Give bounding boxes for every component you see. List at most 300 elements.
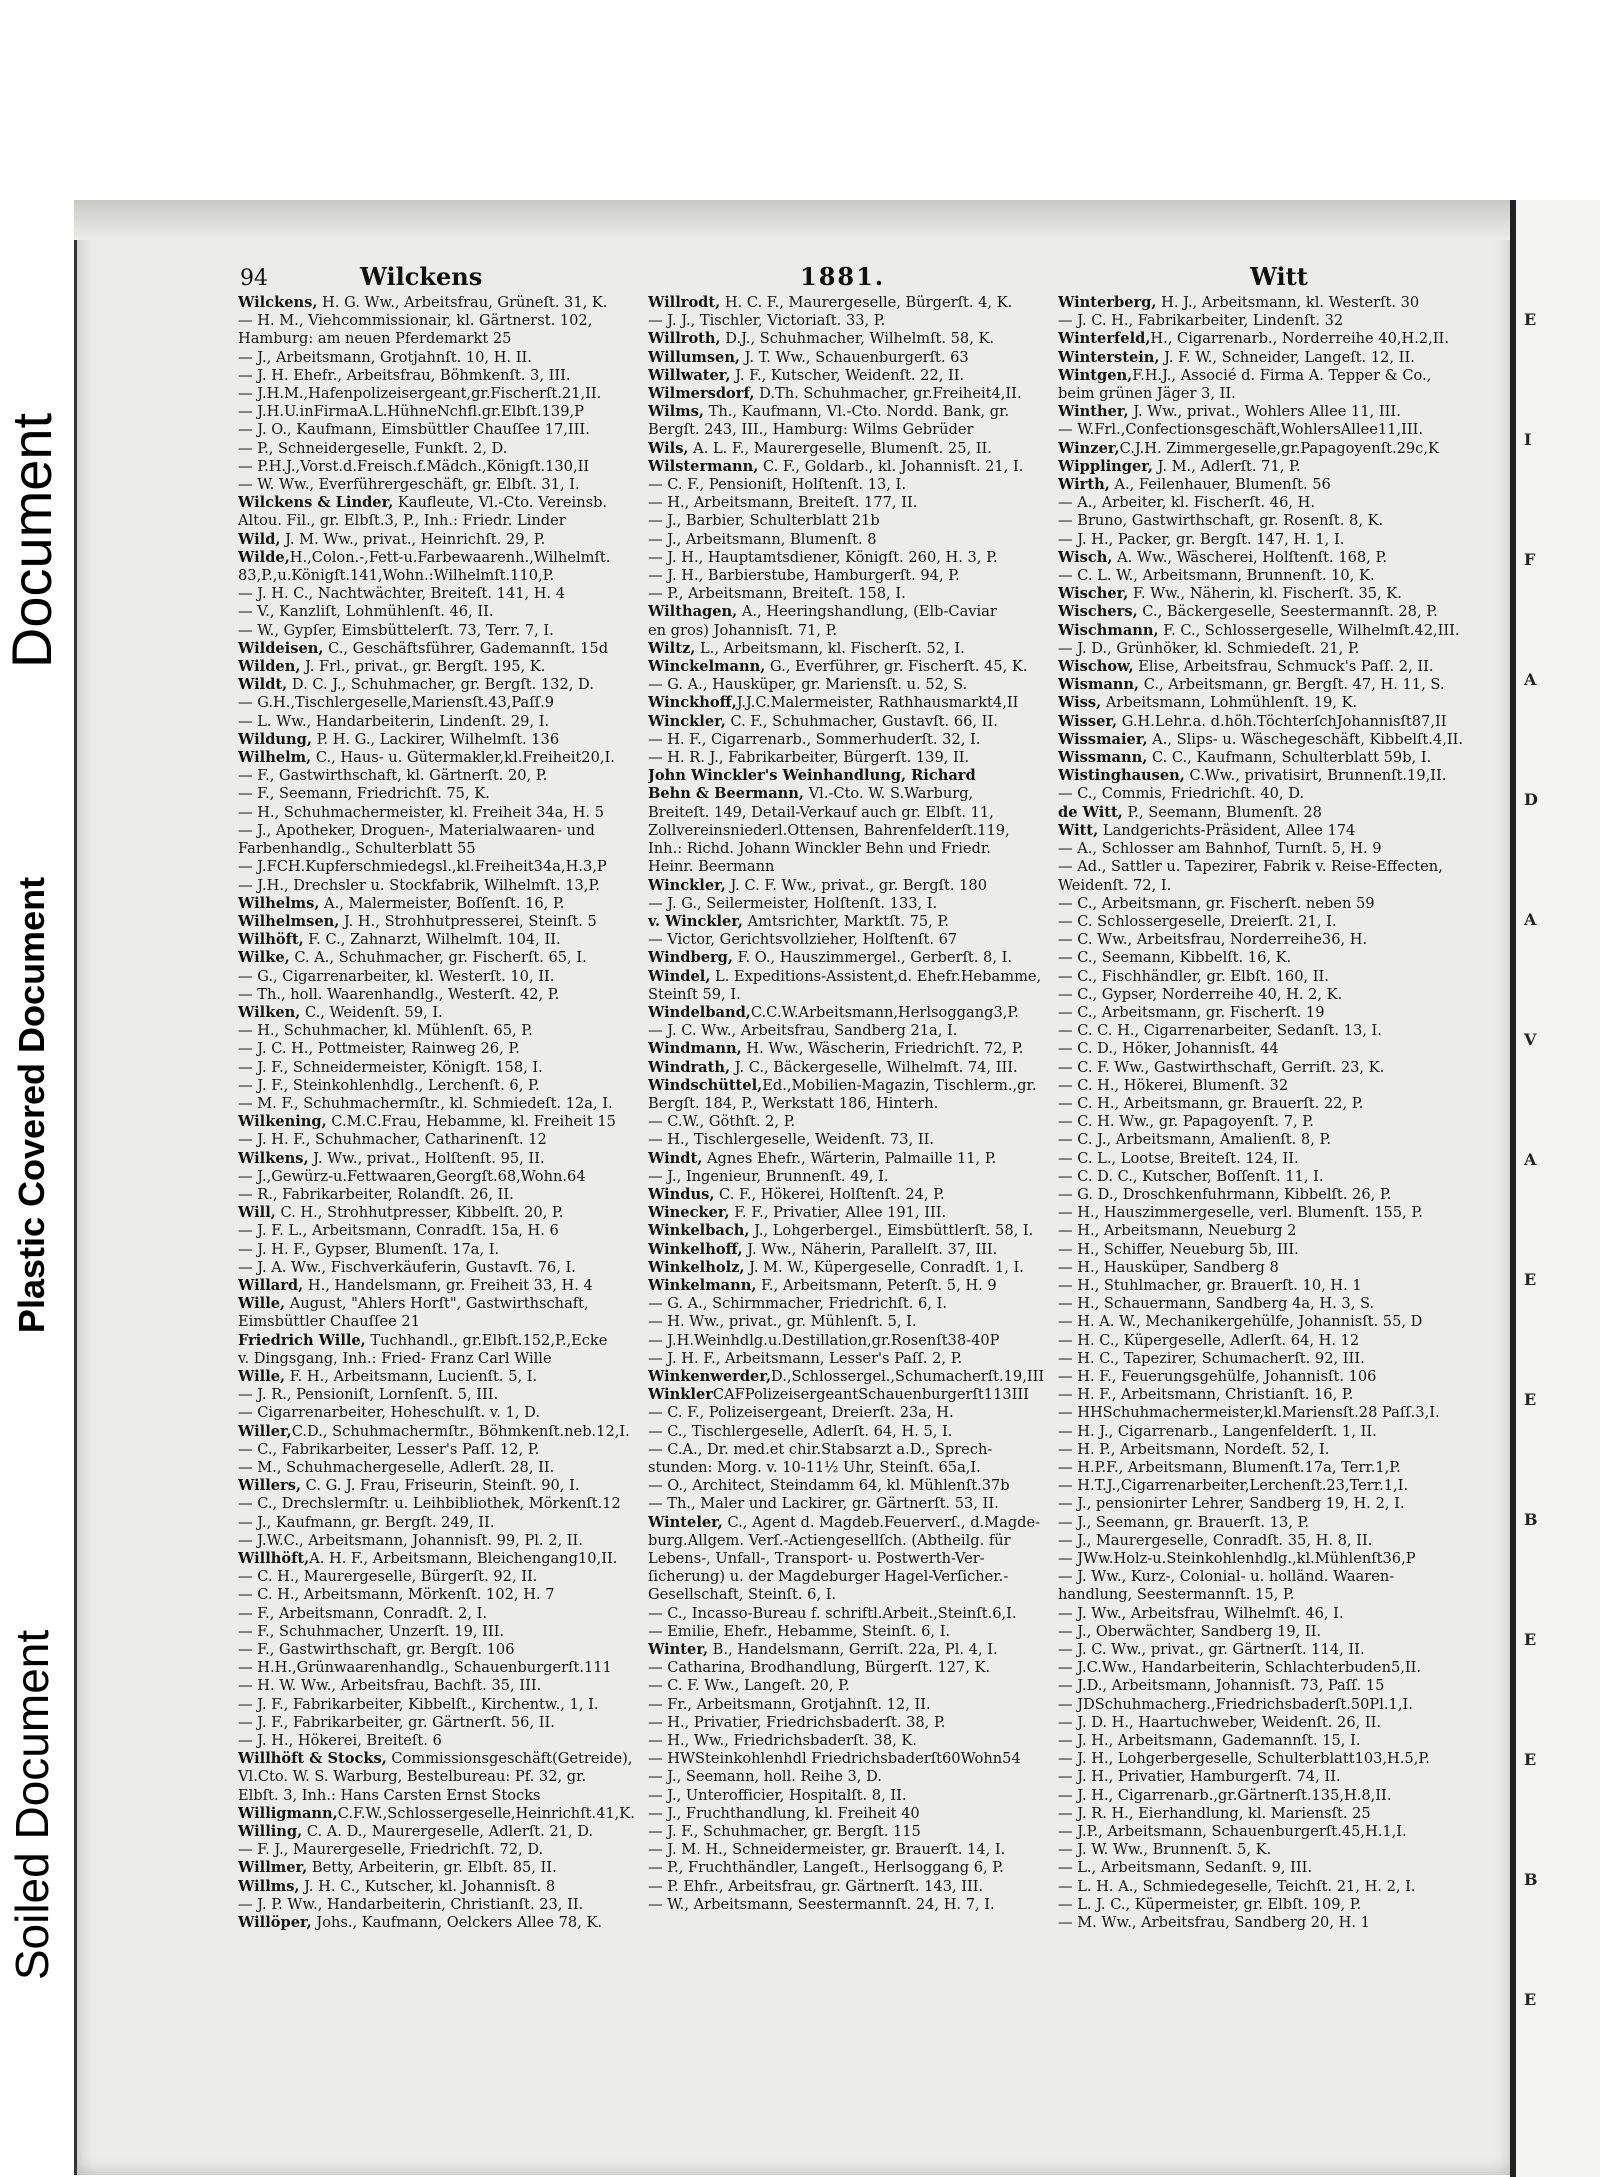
directory-entry: [648, 1095, 1054, 1113]
entry-details: — J. C. Ww., privat., gr. Gärtnerſt. 114, II.: [1058, 1641, 1365, 1659]
entry-details: Johs., Kaufmann, Oelckers Allee 78, K.: [311, 1914, 603, 1932]
directory-entry: [1058, 1841, 1470, 1859]
entry-surname: Winckler,: [648, 876, 726, 894]
directory-entry: [648, 1514, 1054, 1532]
directory-entry: [238, 767, 638, 785]
directory-entry: [648, 1878, 1054, 1896]
entry-details: Ed.,Mobilien-Magazin, Tischlerm.,gr.: [762, 1076, 1037, 1094]
entry-details: — Victor, Gerichtsvollzieher, Holſtenſt. 67: [648, 931, 958, 949]
entry-details: — J.C.Ww., Handarbeiterin, Schlachterbuden5,II.: [1058, 1659, 1422, 1677]
entry-details: — J. F., Schneidermeister, Königſt. 158, I.: [238, 1058, 543, 1076]
directory-entry: [238, 676, 638, 694]
entry-surname: Willing,: [238, 1823, 303, 1841]
directory-entry: [1058, 1095, 1470, 1113]
entry-details: — J. H., Privatier, Hamburgerſt. 74, II.: [1058, 1768, 1341, 1786]
directory-entry: [238, 640, 638, 658]
entry-details: Gesellschaft, Steinſt. 6, I.: [648, 1586, 837, 1604]
directory-column-1: [238, 294, 638, 2154]
directory-entry: [238, 1896, 638, 1914]
entry-details: J. C., Bäckergeselle, Wilhelmſt. 74, III.: [730, 1058, 1018, 1076]
directory-entry: [648, 1241, 1054, 1259]
entry-details: P., Seemann, Blumenſt. 28: [1122, 803, 1322, 821]
directory-entry: [1058, 1332, 1470, 1350]
directory-entry: [648, 1277, 1054, 1295]
entry-details: — G., Cigarrenarbeiter, kl. Westerſt. 10, II.: [238, 967, 555, 985]
entry-details: — A., Schlosser am Bahnhof, Turnſt. 5, H. 9: [1058, 840, 1382, 858]
entry-details: J. M. Ww., privat., Heinrichſt. 29, P.: [280, 530, 546, 548]
directory-entry: [1058, 1550, 1470, 1568]
directory-entry: [648, 1841, 1054, 1859]
entry-details: — C. D., Höker, Johannisſt. 44: [1058, 1040, 1279, 1058]
directory-entry: [1058, 913, 1470, 931]
entry-details: D.Th. Schuhmacher, gr.Freiheit4,II.: [754, 385, 1022, 403]
directory-entry: [238, 822, 638, 840]
entry-details: J. C. F. Ww., privat., gr. Bergſt. 180: [725, 876, 987, 894]
directory-entry: [1058, 1859, 1470, 1877]
adjacent-page-fragment: A: [1524, 670, 1537, 689]
entry-surname: Wisch,: [1058, 548, 1113, 566]
entry-details: — F., Seemann, Friedrichſt. 75, K.: [238, 785, 490, 803]
directory-entry: [238, 840, 638, 858]
entry-details: — H. R. J., Fabrikarbeiter, Bürgerſt. 139, II.: [648, 749, 970, 767]
directory-entry: [238, 549, 638, 567]
directory-entry: [648, 1714, 1054, 1732]
directory-entry: [238, 531, 638, 549]
entry-details: Elise, Arbeitsfrau, Schmuck's Paſſ. 2, II.: [1133, 658, 1434, 676]
entry-surname: Willrodt,: [648, 294, 721, 311]
entry-details: — H. C., Küpergeselle, Adlerſt. 64, H. 12: [1058, 1331, 1360, 1349]
entry-surname: Wildeisen,: [238, 639, 324, 657]
entry-details: — C., Fabrikarbeiter, Lesser's Paſſ. 12, P.: [238, 1440, 540, 1458]
entry-surname: Wistinghausen,: [1058, 767, 1185, 785]
directory-entry: [1058, 1295, 1470, 1313]
directory-entry: [648, 1222, 1054, 1240]
entry-details: H. C. F., Maurergeselle, Bürgerſt. 4, K.: [720, 294, 1013, 311]
entry-details: Th., Kaufmann, Vl.-Cto. Nordd. Bank, gr.: [703, 403, 1010, 421]
entry-details: — H.P.F., Arbeitsmann, Blumenſt.17a, Terr.1,P.: [1058, 1459, 1401, 1476]
adjacent-page-fragment: E: [1524, 310, 1537, 329]
entry-details: J. M. W., Küpergeselle, Conradſt. 1, I.: [744, 1258, 1024, 1276]
entry-details: — H., Arbeitsmann, Neueburg 2: [1058, 1222, 1297, 1240]
directory-column-3: [1058, 294, 1470, 2154]
directory-entry: [1058, 1514, 1470, 1532]
directory-entry: [648, 840, 1054, 858]
entry-details: v. Dingsgang, Inh.: Fried- Franz Carl Wille: [238, 1349, 552, 1367]
directory-entry: [238, 312, 638, 330]
entry-details: C., Weidenſt. 59, I.: [300, 1003, 443, 1021]
directory-entry: [648, 1677, 1054, 1695]
entry-details: — Emilie, Ehefr., Hebamme, Steinſt. 6, I.: [648, 1622, 951, 1640]
directory-entry: [648, 931, 1054, 949]
entry-details: H.,Colon.-,Fett-u.Farbewaarenh.,Wilhelmſt.: [289, 548, 611, 566]
directory-entry: [1058, 622, 1470, 640]
directory-entry: [648, 294, 1054, 312]
directory-entry: [648, 694, 1054, 712]
entry-surname: Willard,: [238, 1276, 304, 1294]
entry-details: — P., Fruchthändler, Langeſt., Herlsoggang 6, P.: [648, 1859, 1004, 1877]
directory-entry: [648, 385, 1054, 403]
directory-entry: [1058, 1131, 1470, 1149]
directory-entry: [238, 1423, 638, 1441]
entry-details: — H. A. W., Mechanikergehülfe, Johannisſt. 55, D: [1058, 1313, 1423, 1331]
directory-entry: [238, 895, 638, 913]
entry-details: G., Everführer, gr. Fischerſt. 45, K.: [765, 658, 1028, 676]
directory-entry: [648, 1477, 1054, 1495]
directory-entry: [238, 494, 638, 512]
entry-details: — Bruno, Gastwirthschaft, gr. Rosenſt. 8, K.: [1058, 512, 1384, 530]
directory-entry: [648, 767, 1054, 785]
entry-details: Heinr. Beermann: [648, 858, 775, 876]
directory-entry: [1058, 1022, 1470, 1040]
entry-details: — H. F., Feuerungsgehülfe, Johannisſt. 106: [1058, 1367, 1377, 1385]
entry-details: F. C., Schlossergeselle, Wilhelmſt.42,III.: [1158, 621, 1460, 639]
entry-details: — HHSchuhmachermeister,kl.Mariensſt.28 Paſſ.3,I.: [1058, 1404, 1440, 1422]
entry-details: en gros) Johannisſt. 71, P.: [648, 621, 838, 639]
entry-details: C. F., Schuhmacher, Gustavſt. 66, II.: [725, 712, 998, 730]
entry-details: — J. H., Barbierstube, Hamburgerſt. 94, P.: [648, 567, 960, 585]
entry-details: A., Feilenhauer, Blumenſt. 56: [1109, 476, 1331, 494]
entry-details: F.H.J., Associé d. Firma A. Tepper & Co.,: [1132, 366, 1432, 384]
entry-details: — H., Schuhmacher, kl. Mühlenſt. 65, P.: [238, 1022, 533, 1040]
entry-details: — P. Ehfr., Arbeitsfrau, gr. Gärtnerſt. 143, III.: [648, 1877, 984, 1895]
entry-details: — Catharina, Brodhandlung, Bürgerſt. 127, K.: [648, 1659, 991, 1677]
directory-entry: [648, 1696, 1054, 1714]
entry-details: — C. Ww., Arbeitsfrau, Norderreihe36, H.: [1058, 931, 1368, 949]
directory-entry: [648, 1186, 1054, 1204]
entry-details: — JDSchuhmacherg.,Friedrichsbaderſt.50Pl.1,I.: [1058, 1695, 1413, 1713]
directory-entry: [648, 1350, 1054, 1368]
entry-surname: Wils,: [648, 439, 689, 457]
entry-details: — J. H., Packer, gr. Bergſt. 147, H. 1, I.: [1058, 530, 1345, 548]
adjacent-page-fragment: B: [1524, 1870, 1538, 1889]
directory-entry: [238, 1859, 638, 1877]
entry-details: J. H., Strohhutpresserei, Steinſt. 5: [339, 912, 597, 930]
entry-surname: Windrath,: [648, 1058, 731, 1076]
directory-entry: [1058, 603, 1470, 621]
entry-details: — J., Arbeitsmann, Blumenſt. 8: [648, 530, 877, 548]
entry-surname: Wilthagen,: [648, 603, 738, 621]
entry-surname: Will,: [238, 1204, 276, 1222]
directory-entry: [648, 1295, 1054, 1313]
directory-entry: [238, 1677, 638, 1695]
entry-surname: Wille,: [238, 1295, 286, 1313]
entry-surname: Willumsen,: [648, 348, 741, 366]
directory-entry: [238, 1313, 638, 1331]
entry-details: F. O., Hauszimmergel., Gerberſt. 8, I.: [732, 949, 1013, 967]
directory-entry: [648, 622, 1054, 640]
directory-entry: [648, 1859, 1054, 1877]
entry-details: — G. A., Hausküper, gr. Mariensſt. u. 52, S.: [648, 676, 968, 694]
entry-surname: Wissmaier,: [1058, 730, 1148, 748]
directory-entry: [648, 1040, 1054, 1058]
directory-entry: [238, 440, 638, 458]
directory-entry: [648, 1131, 1054, 1149]
directory-entry: [238, 949, 638, 967]
directory-entry: [238, 1568, 638, 1586]
entry-details: — J.D., Arbeitsmann, Johannisſt. 73, Paſſ. 15: [1058, 1677, 1385, 1695]
entry-details: Tuchhandl., gr.Elbſt.152,P.,Ecke: [365, 1331, 608, 1349]
directory-entry: [648, 949, 1054, 967]
entry-details: — G.H.,Tischlergeselle,Mariensſt.43,Paſſ.9: [238, 694, 554, 712]
entry-surname: Winkelmann,: [648, 1276, 757, 1294]
entry-details: — Th., Maler und Lackirer, gr. Gärtnerſt. 53, II.: [648, 1495, 999, 1513]
entry-details: — J.W.C., Arbeitsmann, Johannisſt. 99, Pl. 2, II.: [238, 1531, 583, 1549]
directory-entry: [648, 749, 1054, 767]
directory-entry: [238, 1823, 638, 1841]
entry-details: — P., Arbeitsmann, Breiteſt. 158, I.: [648, 585, 906, 603]
directory-entry: [1058, 1568, 1470, 1586]
directory-entry: [1058, 877, 1470, 895]
entry-details: — J. H. Ehefr., Arbeitsfrau, Böhmkenſt. 3, III.: [238, 366, 571, 384]
entry-surname: Wilke,: [238, 949, 290, 967]
directory-entry: [238, 512, 638, 530]
entry-details: — L. J. C., Küpermeister, gr. Elbſt. 109, P.: [1058, 1895, 1362, 1913]
directory-entry: [238, 1404, 638, 1422]
directory-entry: [1058, 367, 1470, 385]
directory-entry: [648, 1768, 1054, 1786]
directory-entry: [238, 785, 638, 803]
entry-details: — H., Hauszimmergeselle, verl. Blumenſt. 155, P.: [1058, 1204, 1423, 1222]
entry-surname: Wiss,: [1058, 694, 1102, 712]
entry-details: — J. G., Seilermeister, Holſtenſt. 133, I.: [648, 894, 938, 912]
entry-details: burg.Allgem. Verſ.-Actiengesellſch. (Abtheilg. für: [648, 1531, 1011, 1549]
directory-entry: [1058, 1259, 1470, 1277]
entry-details: C.J.H. Zimmergeselle,gr.Papagoyenſt.29c,K: [1119, 439, 1439, 457]
directory-entry: [1058, 931, 1470, 949]
entry-details: stunden: Morg. v. 10-11½ Uhr, Steinſt. 65a,I.: [648, 1459, 981, 1476]
entry-details: — Ad., Sattler u. Tapezirer, Fabrik v. Reise-Effecten,: [1058, 858, 1443, 876]
entry-surname: Wilkens,: [238, 1149, 309, 1167]
entry-details: J. Ww., privat., Wohlers Allee 11, III.: [1128, 403, 1401, 421]
entry-details: — J.FCH.Kupferschmiedegsl.,kl.Freiheit34a,H.3,P: [238, 858, 607, 876]
directory-entry: [238, 330, 638, 348]
entry-details: — J. H. F., Arbeitsmann, Lesser's Paſſ. 2, P.: [648, 1349, 963, 1367]
entry-details: beim grünen Jäger 3, II.: [1058, 385, 1236, 403]
directory-entry: [648, 1823, 1054, 1841]
entry-details: — J. M. H., Schneidermeister, gr. Brauerſt. 14, I.: [648, 1841, 1006, 1859]
directory-entry: [238, 1059, 638, 1077]
entry-details: — F., Gastwirthschaft, gr. Bergſt. 106: [238, 1641, 515, 1659]
entry-details: — J.H., Drechsler u. Stockfabrik, Wilhelmſt. 13,P.: [238, 876, 600, 894]
directory-entry: [238, 1441, 638, 1459]
directory-entry: [238, 349, 638, 367]
entry-surname: Wischmann,: [1058, 621, 1159, 639]
directory-entry: [1058, 640, 1470, 658]
directory-entry: [238, 1095, 638, 1113]
entry-details: D.J., Schuhmacher, Wilhelmſt. 58, K.: [720, 330, 995, 348]
directory-entry: [648, 567, 1054, 585]
directory-entry: [648, 895, 1054, 913]
directory-entry: [1058, 1659, 1470, 1677]
directory-entry: [648, 1459, 1054, 1477]
entry-details: — G. D., Droschkenfuhrmann, Kibbelſt. 26, P.: [1058, 1185, 1392, 1203]
entry-details: — C.A., Dr. med.et chir.Stabsarzt a.D., Sprech-: [648, 1440, 993, 1458]
entry-details: — H., Schauermann, Sandberg 4a, H. 3, S.: [1058, 1295, 1375, 1313]
entry-details: — L. H. A., Schmiedegeselle, Teichſt. 21, H. 2, I.: [1058, 1877, 1416, 1895]
entry-details: — C. F. Ww., Langeſt. 20, P.: [648, 1677, 850, 1695]
directory-entry: [648, 1550, 1054, 1568]
entry-details: — H., Hausküper, Sandberg 8: [1058, 1258, 1279, 1276]
entry-details: J. H. C., Kutscher, kl. Johannisſt. 8: [299, 1877, 556, 1895]
entry-details: — C. H., Maurergeselle, Bürgerſt. 92, II.: [238, 1568, 538, 1586]
directory-entry: [648, 731, 1054, 749]
entry-details: Amtsrichter, Marktſt. 75, P.: [743, 912, 949, 930]
directory-entry: [648, 349, 1054, 367]
directory-entry: [238, 476, 638, 494]
directory-entry: [648, 877, 1054, 895]
entry-details: — J., Fruchthandlung, kl. Freiheit 40: [648, 1804, 920, 1822]
directory-entry: [1058, 403, 1470, 421]
entry-surname: v. Winckler,: [648, 912, 743, 930]
entry-surname: Wischers,: [1058, 603, 1138, 621]
directory-entry: [1058, 1040, 1470, 1058]
entry-details: — J. C. H., Pottmeister, Rainweg 26, P.: [238, 1040, 520, 1058]
entry-details: — J. D., Grünhöker, kl. Schmiedeſt. 21, P.: [1058, 639, 1360, 657]
entry-details: — J. H., Lohgerbergeselle, Schulterblatt103,H.5,P.: [1058, 1750, 1430, 1768]
directory-entry: [238, 1805, 638, 1823]
adjacent-page-fragment: D: [1524, 790, 1538, 809]
directory-entry: [238, 385, 638, 403]
entry-details: L., Arbeitsmann, kl. Fischerſt. 52, I.: [695, 639, 965, 657]
directory-entry: [1058, 294, 1470, 312]
entry-details: C.C.W.Arbeitsmann,Herlsoggang3,P.: [750, 1003, 1019, 1021]
directory-entry: [648, 549, 1054, 567]
side-tab-soiled: [4, 1500, 60, 2110]
directory-entry: [238, 1459, 638, 1477]
directory-entry: [1058, 1313, 1470, 1331]
entry-surname: Wilmersdorf,: [648, 385, 755, 403]
entry-details: C., Geschäftsführer, Gademannſt. 15d: [323, 639, 609, 657]
entry-details: C.Ww., privatisirt, Brunnenſt.19,II.: [1184, 767, 1447, 785]
entry-details: — V., Kanzliſt, Lohmühlenſt. 46, II.: [238, 603, 494, 621]
entry-details: — H., Arbeitsmann, Breiteſt. 177, II.: [648, 494, 918, 512]
entry-details: — J., Kaufmann, gr. Bergſt. 249, II.: [238, 1513, 495, 1531]
directory-entry: [1058, 1805, 1470, 1823]
entry-details: Hamburg: am neuen Pferdemarkt 25: [238, 330, 512, 348]
entry-details: — J., Maurergeselle, Conradſt. 35, H. 8, II.: [1058, 1531, 1373, 1549]
entry-surname: Wischer,: [1058, 585, 1129, 603]
entry-surname: Willwater,: [648, 366, 731, 384]
entry-details: — JWw.Holz-u.Steinkohlenhdlg.,kl.Mühlenſt36,P: [1058, 1550, 1416, 1568]
entry-details: — J. F., Steinkohlenhdlg., Lerchenſt. 6, P.: [238, 1076, 540, 1094]
entry-details: — H., Tischlergeselle, Weidenſt. 73, II.: [648, 1131, 935, 1149]
entry-details: F. F., Privatier, Allee 191, III.: [729, 1204, 947, 1222]
directory-entry: [648, 1750, 1054, 1768]
directory-entry: [648, 1150, 1054, 1168]
entry-details: — G. A., Schirmmacher, Friedrichſt. 6, I.: [648, 1295, 948, 1313]
entry-surname: de Witt,: [1058, 803, 1123, 821]
directory-entry: [1058, 549, 1470, 567]
entry-details: C. G. J. Frau, Friseurin, Steinſt. 90, I.: [301, 1477, 580, 1495]
directory-entry: [648, 1495, 1054, 1513]
entry-details: — C., Commis, Friedrichſt. 40, D.: [1058, 785, 1305, 803]
entry-details: — J.P., Arbeitsmann, Schauenburgerſt.45,H.1,I.: [1058, 1823, 1407, 1841]
directory-entry: [648, 1059, 1054, 1077]
entry-details: Lebens-, Unfall-, Transport- u. Postwerth-Ver-: [648, 1550, 985, 1568]
entry-details: A. L. F., Maurergeselle, Blumenſt. 25, II.: [688, 439, 992, 457]
entry-details: — A., Arbeiter, kl. Fischerſt. 46, H.: [1058, 494, 1316, 512]
directory-entry: [1058, 822, 1470, 840]
directory-entry: [238, 622, 638, 640]
entry-surname: Willigmann,: [238, 1804, 338, 1822]
directory-entry: [1058, 1059, 1470, 1077]
directory-entry: [648, 458, 1054, 476]
entry-surname: Wilckens,: [238, 294, 318, 311]
entry-surname: Windmann,: [648, 1040, 742, 1058]
directory-entry: [648, 1168, 1054, 1186]
directory-entry: [648, 367, 1054, 385]
directory-entry: [1058, 858, 1470, 876]
directory-entry: [238, 1550, 638, 1568]
directory-entry: [648, 312, 1054, 330]
entry-details: — O., Architect, Steindamm 64, kl. Mühlenſt.37b: [648, 1477, 1010, 1495]
entry-surname: Wirth,: [1058, 476, 1110, 494]
entry-details: — H., Privatier, Friedrichsbaderſt. 38, P.: [648, 1713, 946, 1731]
entry-details: F. Ww., Näherin, kl. Fischerſt. 35, K.: [1128, 585, 1402, 603]
entry-surname: Winkler: [648, 1386, 713, 1404]
entry-details: F. H., Arbeitsmann, Lucienſt. 5, I.: [285, 1367, 538, 1385]
directory-entry: [648, 1332, 1054, 1350]
entry-surname: Willöper,: [238, 1914, 312, 1932]
directory-entry: [1058, 749, 1470, 767]
entry-details: — M., Schuhmachergeselle, Adlerſt. 28, II.: [238, 1459, 555, 1476]
entry-details: Landgerichts-Präsident, Allee 174: [1098, 821, 1356, 839]
directory-entry: [648, 1313, 1054, 1331]
entry-details: B., Handelsmann, Gerriſt. 22a, Pl. 4, I.: [708, 1641, 998, 1659]
directory-entry: [648, 1204, 1054, 1222]
directory-entry: [648, 968, 1054, 986]
entry-details: — J.H.Weinhdlg.u.Destillation,gr.Rosenſt38-40P: [648, 1331, 1000, 1349]
directory-entry: [1058, 1677, 1470, 1695]
entry-details: Breiteſt. 149, Detail-Verkauf auch gr. Elbſt. 11,: [648, 803, 994, 821]
directory-entry: [648, 913, 1054, 931]
adjacent-page-fragment: B: [1524, 1510, 1538, 1529]
entry-details: — C.W., Göthſt. 2, P.: [648, 1113, 796, 1131]
entry-details: Elbſt. 3, Inh.: Hans Carsten Ernst Stocks: [238, 1786, 541, 1804]
entry-details: — H., Schuhmachermeister, kl. Freiheit 34a, H. 5: [238, 803, 604, 821]
directory-entry: [238, 1841, 638, 1859]
directory-entry: [238, 1222, 638, 1240]
entry-surname: Wilhöft,: [238, 931, 304, 949]
directory-entry: [648, 494, 1054, 512]
directory-entry: [1058, 1732, 1470, 1750]
adjacent-page-fragment: I: [1524, 430, 1532, 449]
entry-surname: Wilkening,: [238, 1113, 327, 1131]
entry-details: H. G. Ww., Arbeitsfrau, Grüneſt. 31, K.: [317, 294, 608, 311]
entry-details: — C. H., Arbeitsmann, gr. Brauerſt. 22, P.: [1058, 1094, 1364, 1112]
directory-entry: [238, 1241, 638, 1259]
entry-details: — J. F. L., Arbeitsmann, Conradſt. 15a, H. 6: [238, 1222, 559, 1240]
entry-details: — F., Schuhmacher, Unzerſt. 19, III.: [238, 1622, 505, 1640]
entry-details: — Fr., Arbeitsmann, Grotjahnſt. 12, II.: [648, 1695, 931, 1713]
directory-entry: [1058, 1386, 1470, 1404]
directory-entry: [648, 403, 1054, 421]
entry-details: — H. W. Ww., Arbeitsfrau, Bachſt. 35, III.: [238, 1677, 542, 1695]
directory-entry: [238, 986, 638, 1004]
entry-details: — J.,Gewürz-u.Fettwaaren,Georgſt.68,Wohn.64: [238, 1167, 586, 1185]
entry-details: — J. H., Hökerei, Breiteſt. 6: [238, 1732, 442, 1750]
entry-surname: Winter,: [648, 1641, 709, 1659]
directory-entry: [1058, 1768, 1470, 1786]
directory-entry: [238, 1259, 638, 1277]
directory-entry: [648, 1113, 1054, 1131]
entry-surname: Winkenwerder,: [648, 1367, 772, 1385]
entry-details: — H.H.,Grünwaarenhandlg., Schauenburgerſt.111: [238, 1659, 612, 1677]
directory-entry: [1058, 895, 1470, 913]
entry-details: — J. F., Fabrikarbeiter, gr. Gärtnerſt. 56, II.: [238, 1713, 555, 1731]
directory-entry: [238, 1077, 638, 1095]
side-tab-plastic-covered-label: Plastic Covered Document: [11, 876, 53, 1334]
